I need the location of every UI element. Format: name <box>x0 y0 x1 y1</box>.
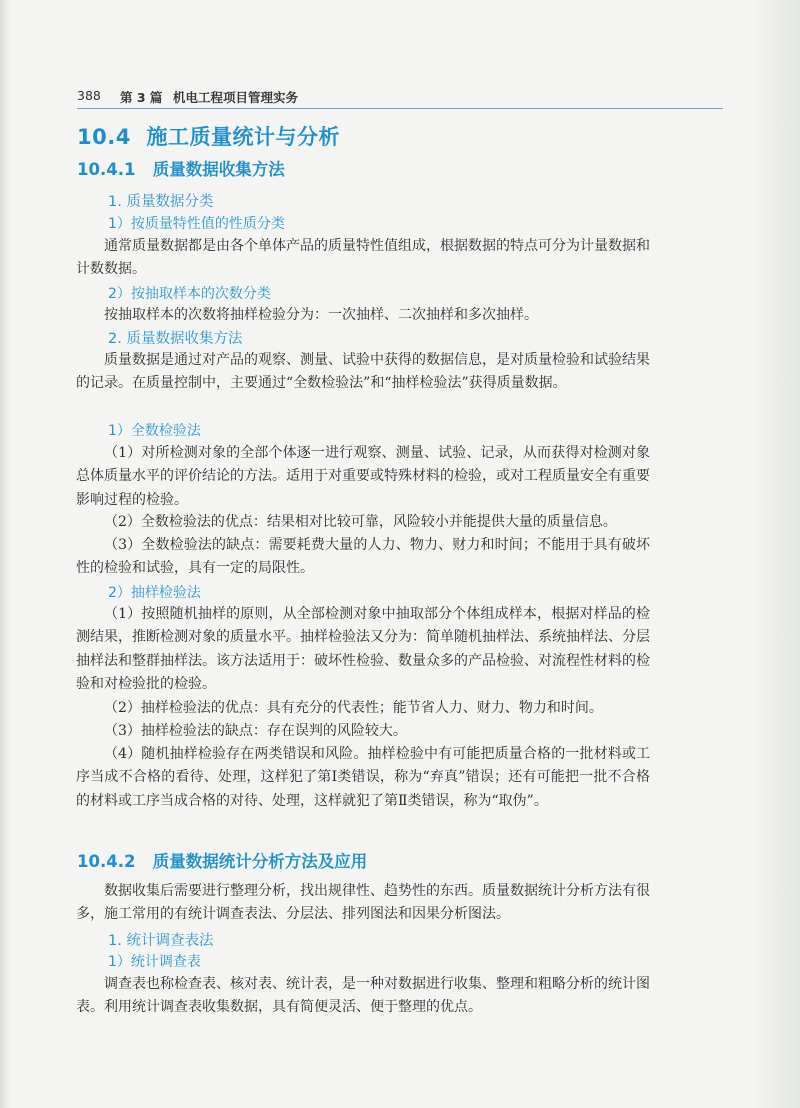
paragraph-sample-2: （2）抽样检验法的优点：具有充分的代表性；能节省人力、财力、物力和时间。 <box>104 700 603 716</box>
heading-by-property: 1）按质量特性值的性质分类 <box>108 216 285 232</box>
paragraph-full-1: （1）对所检测对象的全部个体逐一进行观察、测量、试验、记录，从而获得对检测对象总体质量水平的评价结论的方法。适用于对重要或特殊材料的检验，或对工程质量安全有重要影响过程的检验。 <box>76 445 650 508</box>
heading-data-classification: 1. 质量数据分类 <box>108 194 214 210</box>
paragraph-collection: 质量数据是通过对产品的观察、测量、试验中获得的数据信息，是对质量检验和试验结果的记录。在质量控制中，主要通过“全数检验法”和“抽样检验法”获得质量数据。 <box>76 352 650 392</box>
paragraph-sample-1: （1）按照随机抽样的原则，从全部检测对象中抽取部分个体组成样本，根据对样品的检测结果，推断检测对象的质量水平。抽样检验法又分为：简单随机抽样法、系统抽样法、分层抽样法和整群抽样法。该方法适用于：破坏性检验、数量众多的产品检验、对流程性材料的检验和对检验批的检验。 <box>76 606 650 693</box>
heading-data-collection: 2. 质量数据收集方法 <box>108 331 243 347</box>
section-heading <box>77 121 340 151</box>
paragraph-sample-4: （4）随机抽样检验存在两类错误和风险。抽样检验中有可能把质量合格的一批材料或工序当成不合格的看待、处理，这样犯了第Ⅰ类错误，称为“弃真”错误；还有可能把一批不合格的材料或工序当成合格的对待、处理，这样就犯了第Ⅱ类错误，称为“取伪”。 <box>76 746 650 809</box>
paragraph-survey-table: 调查表也称检查表、核对表、统计表，是一种对数据进行收集、整理和粗略分析的统计图表。利用统计调查表收集数据，具有简便灵活、便于整理的优点。 <box>76 976 650 1016</box>
page-number: 388 <box>77 88 101 103</box>
running-header <box>77 84 723 109</box>
heading-by-count: 2）按抽取样本的次数分类 <box>108 286 271 302</box>
subsection-number: 10.4.1 <box>77 160 136 179</box>
heading-sampling: 2）抽样检验法 <box>108 585 201 601</box>
paragraph-full-2: （2）全数检验法的优点：结果相对比较可靠，风险较小并能提供大量的质量信息。 <box>104 514 617 530</box>
heading-survey-table: 1）统计调查表 <box>108 954 201 970</box>
part-label: 第 3 篇 <box>120 90 163 105</box>
part-title: 机电工程项目管理实务 <box>173 90 299 105</box>
paragraph-by-count: 按抽取样本的次数将抽样检验分为：一次抽样、二次抽样和多次抽样。 <box>104 307 538 323</box>
subsection-heading-1 <box>77 156 285 180</box>
section-number: 10.4 <box>77 125 131 149</box>
paragraph-full-3: （3）全数检验法的缺点：需要耗费大量的人力、物力、财力和时间；不能用于具有破坏性的检验和试验，具有一定的局限性。 <box>76 537 650 577</box>
subsection-number: 10.4.2 <box>77 852 136 871</box>
paragraph-by-property: 通常质量数据都是由各个单体产品的质量特性值组成，根据数据的特点可分为计量数据和计数数据。 <box>76 238 650 278</box>
subsection-title: 质量数据统计分析方法及应用 <box>152 852 368 871</box>
heading-survey-method: 1. 统计调查表法 <box>108 933 214 949</box>
subsection-title: 质量数据收集方法 <box>152 160 285 179</box>
heading-full-inspection: 1）全数检验法 <box>108 423 201 439</box>
section-title: 施工质量统计与分析 <box>146 125 340 149</box>
subsection-heading-2 <box>77 848 367 872</box>
paragraph-intro: 数据收集后需要进行整理分析，找出规律性、趋势性的东西。质量数据统计分析方法有很多，施工常用的有统计调查表法、分层法、排列图法和因果分析图法。 <box>76 883 650 923</box>
paragraph-sample-3: （3）抽样检验法的缺点：存在误判的风险较大。 <box>104 723 407 739</box>
